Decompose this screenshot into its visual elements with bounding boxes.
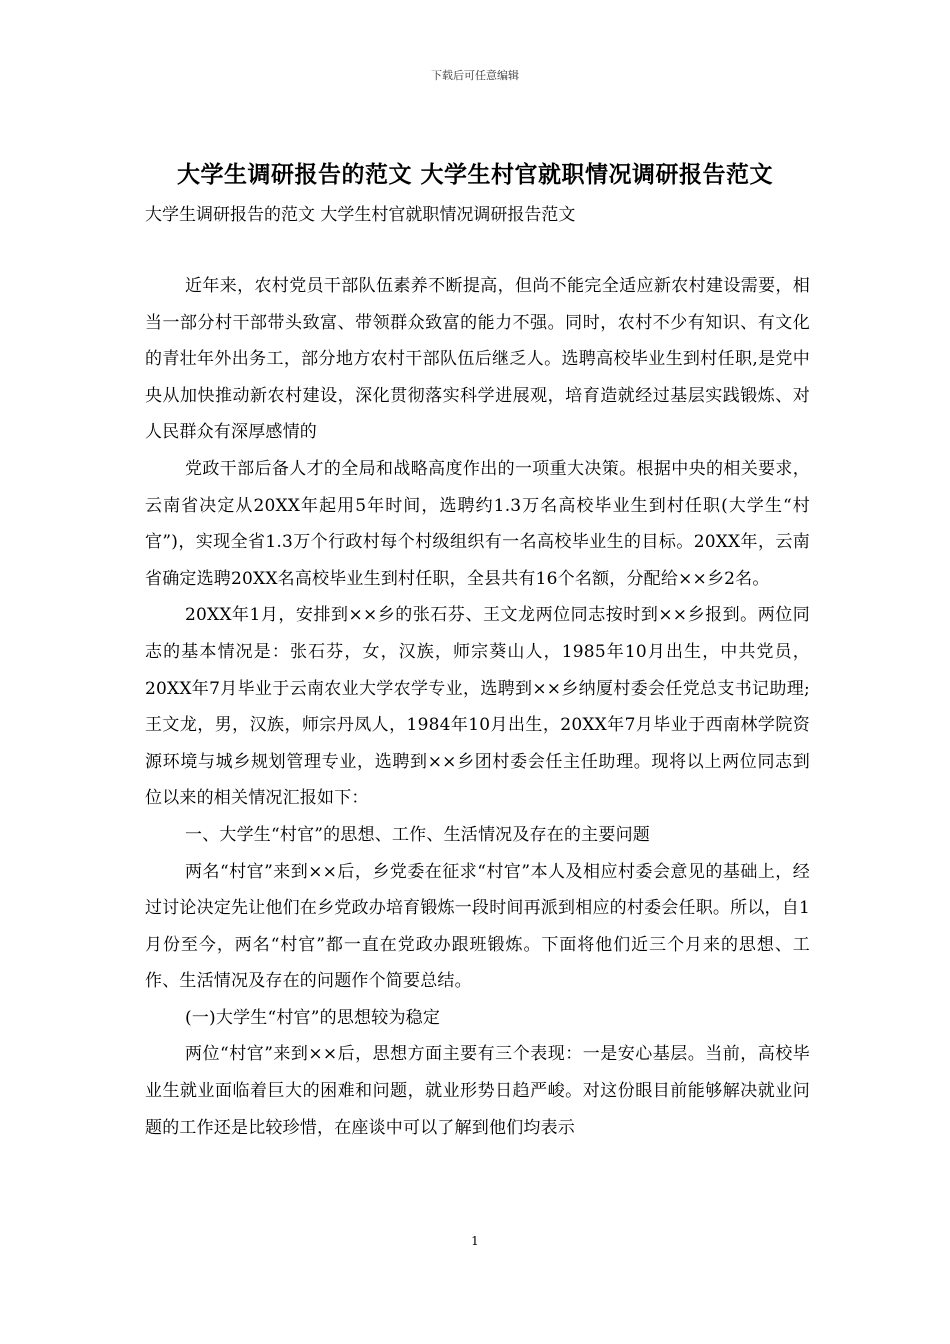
body-paragraph: 近年来，农村党员干部队伍素养不断提高，但尚不能完全适应新农村建设需要，相当一部分村干部带头致富、带领群众致富的能力不强。同时，农村不少有知识、有文化的青壮年外出务工，部分地方农村干部队伍后继乏人。选聘高校毕业生到村任职,是党中央从加快推动新农村建设，深化贯彻落实科学进展观，培育造就经过基层实践锻炼、对人民群众有深厚感情的 [145,276,810,443]
document-body [145,268,810,1146]
body-paragraph: 两名“村官”来到××后，乡党委在征求“村官”本人及相应村委会意见的基础上，经过讨论决定先让他们在乡党政办培育锻炼一段时间再派到相应的村委会任职。所以，自1月份至今，两名“村官”都一直在党政办跟班锻炼。下面将他们近三个月来的思想、工作、生活情况及存在的问题作个简要总结。 [145,861,810,992]
body-paragraph: 党政干部后备人才的全局和战略高度作出的一项重大决策。根据中央的相关要求，云南省决定从20XX年起用5年时间，选聘约1.3万名高校毕业生到村任职(大学生“村官”)，实现全省1.3万个行政村每个村级组织有一名高校毕业生的目标。20XX年，云南省确定选聘20XX名高校毕业生到村任职，全县共有16个名额，分配给××乡2名。 [145,458,810,589]
body-paragraph: 20XX年1月，安排到××乡的张石芬、王文龙两位同志按时到××乡报到。两位同志的基本情况是：张石芬，女，汉族，师宗葵山人，1985年10月出生，中共党员，20XX年7月毕业于云南农业大学农学专业，选聘到××乡纳厦村委会任党总支书记助理;王文龙，男，汉族，师宗丹凤人，1984年10月出生，20XX年7月毕业于西南林学院资源环境与城乡规划管理专业，选聘到××乡团村委会任主任助理。现将以上两位同志到位以来的相关情况汇报如下： [145,605,810,809]
subsection-heading: (一)大学生“村官”的思想较为稳定 [185,1007,441,1028]
document-title: 大学生调研报告的范文 大学生村官就职情况调研报告范文 [176,161,773,188]
section-heading: 一、大学生“村官”的思想、工作、生活情况及存在的主要问题 [185,824,650,845]
body-paragraph: 两位“村官”来到××后，思想方面主要有三个表现：一是安心基层。当前，高校毕业生就业面临着巨大的困难和问题，就业形势日趋严峻。对这份眼目前能够解决就业问题的工作还是比较珍惜，在座谈中可以了解到他们均表示 [145,1044,810,1138]
page-number: 1 [471,1234,479,1248]
header-note: 下载后可任意编辑 [431,69,519,82]
document-subtitle: 大学生调研报告的范文 大学生村官就职情况调研报告范文 [145,205,576,225]
